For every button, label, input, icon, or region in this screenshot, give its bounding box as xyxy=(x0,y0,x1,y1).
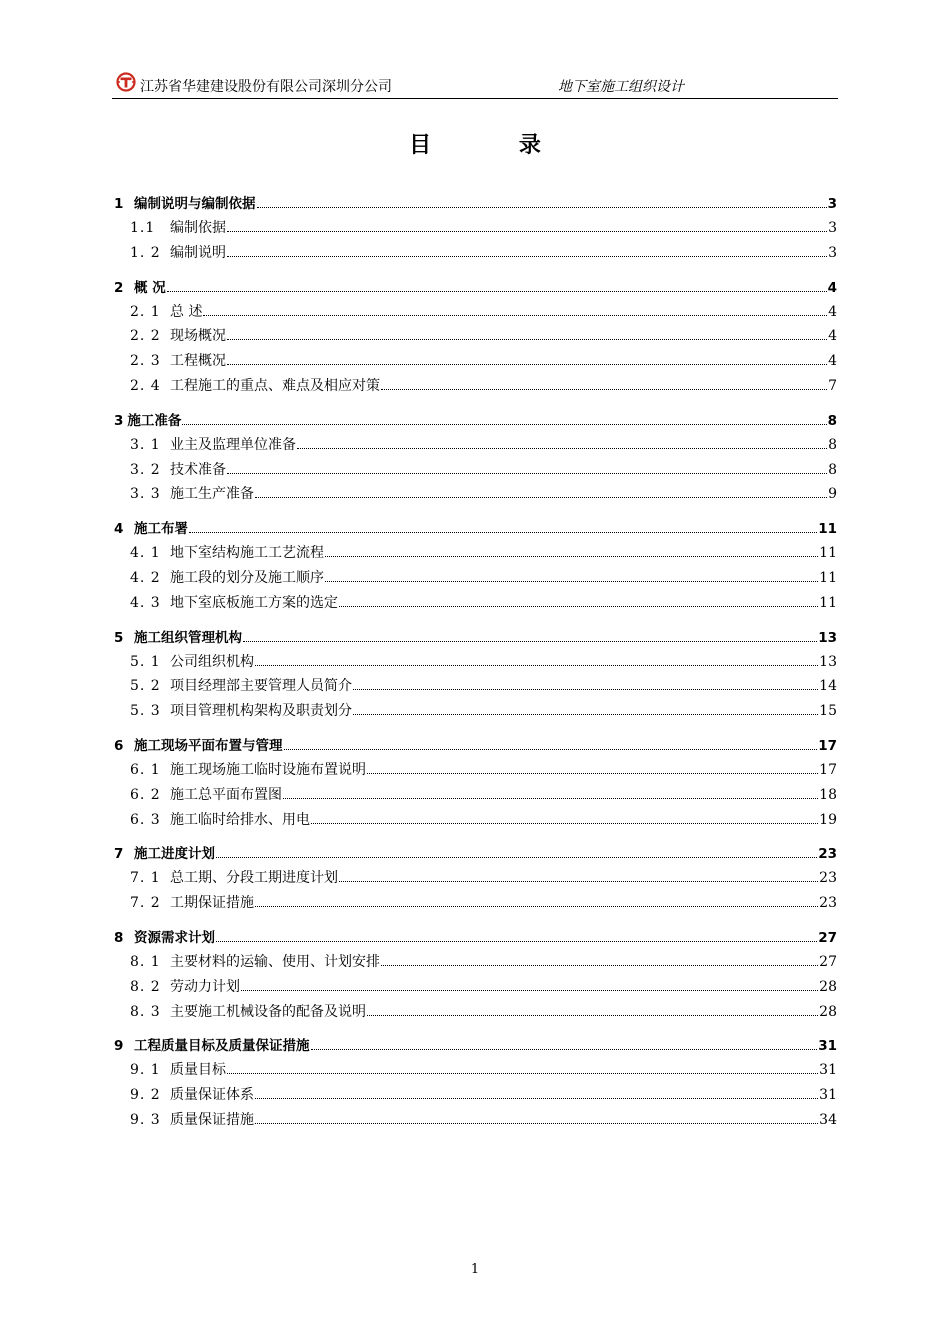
toc-entry-page: 11 xyxy=(819,545,837,562)
toc-entry-number: 2. 3 xyxy=(130,353,161,370)
toc-entry-number: 9. 1 xyxy=(130,1062,161,1079)
toc-entry-label: 主要施工机械设备的配备及说明 xyxy=(170,1003,366,1020)
toc-entry-number: 3. 2 xyxy=(130,461,161,478)
toc-entry-label: 技术准备 xyxy=(170,461,226,478)
toc-entry-page: 8 xyxy=(827,412,837,429)
toc-entry-page: 4 xyxy=(828,353,837,370)
toc-entry-number: 5. 3 xyxy=(130,703,161,720)
toc-entry-number: 6. 3 xyxy=(130,811,161,828)
toc-subsection-entry[interactable] xyxy=(114,651,837,676)
toc-entry-label: 业主及监理单位准备 xyxy=(170,436,296,453)
toc-entry-label: 施工段的划分及施工顺序 xyxy=(170,569,324,586)
toc-entry-number: 8. 3 xyxy=(130,1003,161,1020)
toc-entry-number: 4 xyxy=(114,521,124,538)
toc-entry-number: 1. 2 xyxy=(130,244,161,261)
toc-entry-page: 7 xyxy=(828,377,837,394)
toc-entry-page: 28 xyxy=(819,978,837,995)
toc-leader-dots xyxy=(283,797,818,799)
toc-entry-number: 7. 1 xyxy=(130,870,161,887)
toc-entry-number: 2. 1 xyxy=(130,303,161,320)
toc-entry-label: 质量保证体系 xyxy=(170,1087,254,1104)
toc-leader-dots xyxy=(255,664,818,666)
toc-entry-number: 1 xyxy=(114,196,124,212)
toc-entry-page: 8 xyxy=(828,436,837,453)
toc-entry-page: 13 xyxy=(818,629,837,646)
toc-entry-number: 3 xyxy=(114,412,124,429)
toc-leader-dots xyxy=(353,688,818,690)
toc-subsection-entry[interactable] xyxy=(114,951,837,976)
toc-leader-dots xyxy=(381,964,818,966)
toc-entry-number: 3. 1 xyxy=(130,436,161,453)
toc-entry-number: 1.1 xyxy=(130,220,156,236)
toc-leader-dots xyxy=(227,363,827,365)
toc-entry-number: 9. 2 xyxy=(130,1087,161,1104)
toc-section-entry[interactable] xyxy=(114,926,837,951)
toc-entry-page: 3 xyxy=(828,220,837,236)
toc-leader-dots xyxy=(367,772,818,774)
toc-entry-label: 编制依据 xyxy=(170,220,226,236)
toc-entry-page: 9 xyxy=(828,486,837,503)
toc-subsection-entry[interactable] xyxy=(114,301,837,326)
table-of-contents xyxy=(114,192,837,1134)
toc-subsection-entry[interactable] xyxy=(114,592,837,617)
toc-subsection-entry[interactable] xyxy=(114,809,837,834)
toc-entry-label: 质量保证措施 xyxy=(170,1111,254,1128)
toc-leader-dots xyxy=(381,388,827,390)
toc-leader-dots xyxy=(227,1072,818,1074)
toc-leader-dots xyxy=(255,1097,818,1099)
toc-entry-label: 施工总平面布置图 xyxy=(170,786,282,803)
toc-entry-number: 8 xyxy=(114,929,124,946)
toc-entry-number: 5. 1 xyxy=(130,653,161,670)
toc-leader-dots xyxy=(353,713,818,715)
toc-entry-label: 工程质量目标及质量保证措施 xyxy=(134,1038,310,1055)
toc-entry-label: 总 述 xyxy=(170,303,203,320)
toc-entry-page: 23 xyxy=(818,846,837,863)
toc-entry-label: 工期保证措施 xyxy=(170,895,254,912)
toc-subsection-entry[interactable] xyxy=(114,1109,837,1134)
toc-subsection-entry[interactable] xyxy=(114,375,837,400)
toc-leader-dots xyxy=(325,555,818,557)
toc-entry-page: 31 xyxy=(818,1038,837,1055)
toc-subsection-entry[interactable] xyxy=(114,1059,837,1084)
toc-leader-dots xyxy=(367,1014,818,1016)
toc-subsection-entry[interactable] xyxy=(114,483,837,508)
toc-entry-label: 施工准备 xyxy=(127,412,182,429)
toc-entry-number: 3. 3 xyxy=(130,486,161,503)
toc-subsection-entry[interactable] xyxy=(114,976,837,1001)
toc-entry-page: 18 xyxy=(819,786,837,803)
toc-leader-dots xyxy=(255,496,827,498)
toc-subsection-entry[interactable] xyxy=(114,759,837,784)
toc-section-entry[interactable] xyxy=(114,409,837,434)
toc-entry-label: 施工现场施工临时设施布置说明 xyxy=(170,761,366,778)
toc-leader-dots xyxy=(325,580,818,582)
toc-entry-label: 工程概况 xyxy=(170,353,226,370)
toc-entry-label: 施工现场平面布置与管理 xyxy=(134,737,283,754)
toc-entry-number: 5. 2 xyxy=(130,678,161,695)
toc-leader-dots xyxy=(227,255,827,257)
toc-entry-page: 23 xyxy=(819,870,837,887)
toc-leader-dots xyxy=(243,640,817,642)
toc-entry-label: 公司组织机构 xyxy=(170,653,254,670)
document-title: 地下室施工组织设计 xyxy=(558,79,684,95)
toc-entry-label: 地下室底板施工方案的选定 xyxy=(170,594,338,611)
toc-subsection-entry[interactable] xyxy=(114,434,837,459)
toc-entry-number: 9. 3 xyxy=(130,1111,161,1128)
toc-subsection-entry[interactable] xyxy=(114,242,837,267)
toc-entry-page: 13 xyxy=(819,653,837,670)
toc-leader-dots xyxy=(241,989,818,991)
company-logo-icon xyxy=(116,72,136,92)
toc-leader-dots xyxy=(311,822,818,824)
toc-entry-number: 6 xyxy=(114,737,124,754)
toc-entry-page: 11 xyxy=(819,569,837,586)
toc-section-entry[interactable] xyxy=(114,276,837,301)
toc-leader-dots xyxy=(167,290,827,292)
toc-entry-label: 施工临时给排水、用电 xyxy=(170,811,310,828)
toc-entry-page: 23 xyxy=(819,895,837,912)
toc-entry-label: 地下室结构施工工艺流程 xyxy=(170,545,324,562)
toc-entry-label: 施工生产准备 xyxy=(170,486,254,503)
toc-section-entry[interactable] xyxy=(114,1034,837,1059)
toc-leader-dots xyxy=(227,230,827,232)
toc-entry-number: 8. 2 xyxy=(130,978,161,995)
toc-entry-page: 11 xyxy=(818,521,837,538)
toc-entry-label: 工程施工的重点、难点及相应对策 xyxy=(170,377,380,394)
toc-subsection-entry[interactable] xyxy=(114,217,837,242)
toc-section-entry[interactable] xyxy=(114,192,837,217)
toc-entry-number: 8. 1 xyxy=(130,953,161,970)
toc-entry-page: 14 xyxy=(819,678,837,695)
toc-entry-label: 项目管理机构架构及职责划分 xyxy=(170,703,352,720)
toc-entry-number: 4. 2 xyxy=(130,569,161,586)
toc-entry-number: 7 xyxy=(114,846,124,863)
toc-section-entry[interactable] xyxy=(114,734,837,759)
toc-entry-number: 5 xyxy=(114,629,124,646)
toc-leader-dots xyxy=(255,905,818,907)
page-number: 1 xyxy=(470,1262,480,1277)
toc-entry-number: 4. 3 xyxy=(130,594,161,611)
toc-leader-dots xyxy=(227,338,827,340)
toc-entry-number: 6. 1 xyxy=(130,761,161,778)
toc-subsection-entry[interactable] xyxy=(114,700,837,725)
toc-entry-page: 17 xyxy=(818,737,837,754)
toc-entry-page: 3 xyxy=(827,196,837,212)
toc-entry-page: 28 xyxy=(819,1003,837,1020)
toc-entry-page: 27 xyxy=(819,953,837,970)
toc-entry-label: 施工进度计划 xyxy=(134,846,215,863)
toc-leader-dots xyxy=(182,423,826,425)
toc-entry-number: 2. 4 xyxy=(130,377,161,394)
page-header xyxy=(112,72,838,99)
toc-leader-dots xyxy=(216,940,817,942)
toc-entry-label: 项目经理部主要管理人员简介 xyxy=(170,678,352,695)
toc-entry-page: 19 xyxy=(819,811,837,828)
toc-subsection-entry[interactable] xyxy=(114,892,837,917)
toc-subsection-entry[interactable] xyxy=(114,867,837,892)
toc-entry-page: 4 xyxy=(828,328,837,345)
toc-entry-label: 总工期、分段工期进度计划 xyxy=(170,870,338,887)
toc-subsection-entry[interactable] xyxy=(114,325,837,350)
toc-entry-page: 27 xyxy=(818,929,837,946)
toc-entry-number: 2. 2 xyxy=(130,328,161,345)
toc-entry-number: 2 xyxy=(114,279,124,296)
toc-entry-label: 编制说明与编制依据 xyxy=(134,196,256,212)
toc-entry-page: 11 xyxy=(819,594,837,611)
toc-leader-dots xyxy=(339,605,818,607)
toc-entry-page: 4 xyxy=(827,279,837,296)
toc-subsection-entry[interactable] xyxy=(114,542,837,567)
toc-entry-page: 8 xyxy=(828,461,837,478)
toc-entry-number: 4. 1 xyxy=(130,545,161,562)
toc-subsection-entry[interactable] xyxy=(114,1084,837,1109)
toc-leader-dots xyxy=(216,856,817,858)
toc-entry-page: 15 xyxy=(819,703,837,720)
toc-entry-page: 17 xyxy=(819,761,837,778)
toc-subsection-entry[interactable] xyxy=(114,459,837,484)
toc-entry-page: 3 xyxy=(828,244,837,261)
toc-entry-page: 34 xyxy=(819,1111,837,1128)
toc-leader-dots xyxy=(311,1048,818,1050)
toc-entry-page: 31 xyxy=(819,1087,837,1104)
toc-leader-dots xyxy=(227,472,827,474)
toc-entry-label: 质量目标 xyxy=(170,1062,226,1079)
toc-entry-label: 劳动力计划 xyxy=(170,978,240,995)
toc-title: 目 录 xyxy=(409,132,581,158)
toc-entry-number: 7. 2 xyxy=(130,895,161,912)
toc-entry-label: 施工布署 xyxy=(134,521,188,538)
toc-entry-page: 4 xyxy=(828,303,837,320)
toc-subsection-entry[interactable] xyxy=(114,784,837,809)
toc-entry-label: 资源需求计划 xyxy=(134,929,215,946)
toc-entry-label: 概 况 xyxy=(134,279,166,296)
toc-section-entry[interactable] xyxy=(114,517,837,542)
toc-subsection-entry[interactable] xyxy=(114,567,837,592)
toc-entry-label: 编制说明 xyxy=(170,244,226,261)
toc-leader-dots xyxy=(203,314,827,316)
toc-entry-number: 6. 2 xyxy=(130,786,161,803)
toc-entry-label: 主要材料的运输、使用、计划安排 xyxy=(170,953,380,970)
toc-section-entry[interactable] xyxy=(114,626,837,651)
toc-leader-dots xyxy=(297,447,827,449)
toc-leader-dots xyxy=(189,531,817,533)
company-name: 江苏省华建建设股份有限公司深圳分公司 xyxy=(140,79,392,95)
toc-subsection-entry[interactable] xyxy=(114,675,837,700)
toc-entry-number: 9 xyxy=(114,1038,124,1055)
toc-entry-label: 现场概况 xyxy=(170,328,226,345)
toc-section-entry[interactable] xyxy=(114,842,837,867)
toc-leader-dots xyxy=(257,206,827,208)
toc-subsection-entry[interactable] xyxy=(114,1001,837,1026)
toc-entry-page: 31 xyxy=(819,1062,837,1079)
toc-entry-label: 施工组织管理机构 xyxy=(134,629,242,646)
toc-leader-dots xyxy=(284,748,818,750)
toc-leader-dots xyxy=(339,880,818,882)
toc-subsection-entry[interactable] xyxy=(114,350,837,375)
toc-leader-dots xyxy=(255,1122,818,1124)
